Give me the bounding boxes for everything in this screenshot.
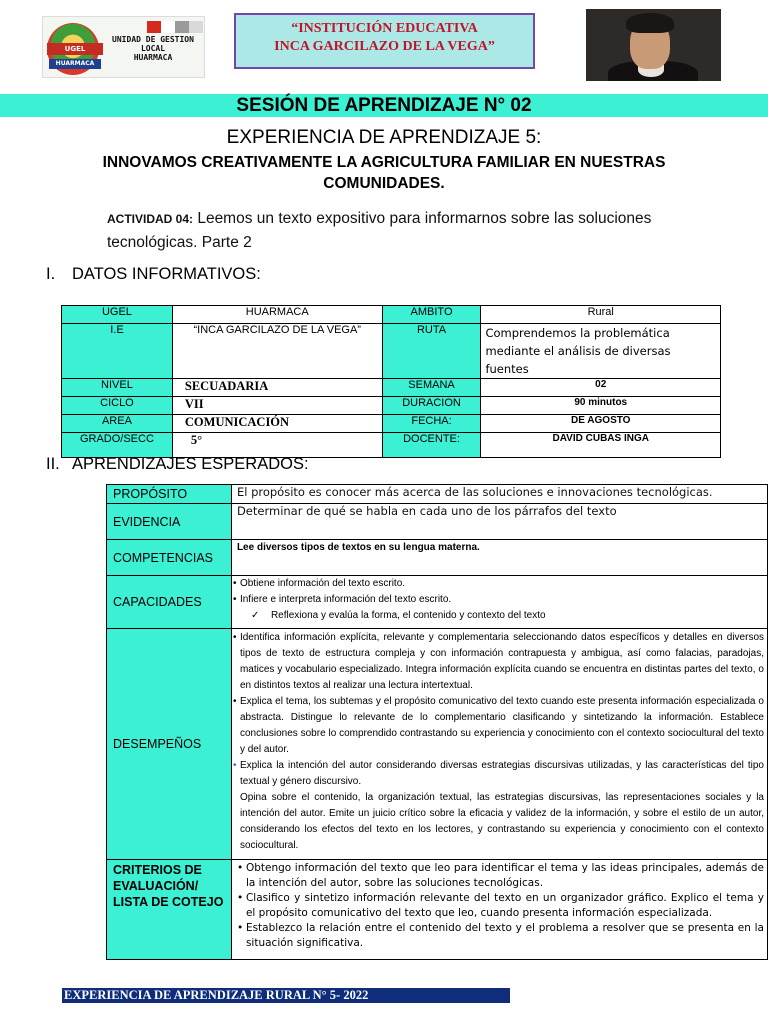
competencias-value: Lee diversos tipos de textos en su lengua materna. xyxy=(231,540,767,576)
ugel-seal-icon xyxy=(47,23,99,75)
evidencia-key: EVIDENCIA xyxy=(107,504,232,540)
activity-label: ACTIVIDAD 04: xyxy=(107,212,194,226)
section-2-title: APRENDIZAJES ESPERADOS: xyxy=(72,455,309,473)
criterio-text: Obtengo información del texto que leo para identificar el tema y las ideas principales, además de la intención del autor, sobre las soluciones tecnológicas. xyxy=(245,862,764,889)
ugel-key: UGEL xyxy=(62,306,173,324)
datos-table xyxy=(61,305,721,458)
ruta-key: RUTA xyxy=(382,324,481,379)
docente-value: DAVID CUBAS INGA xyxy=(481,433,721,458)
ciclo-key: CICLO xyxy=(62,397,173,415)
footer-banner: EXPERIENCIA DE APRENDIZAJE RURAL N° 5- 2022 xyxy=(62,988,510,1003)
list-item xyxy=(233,608,766,624)
table-row xyxy=(62,324,721,379)
list-item xyxy=(237,891,766,921)
docente-key: DOCENTE: xyxy=(382,433,481,458)
criterio-text: Clasifico y sintetizo información relevante del texto en un organizador gráfico. Explico el tema y el propósito comunicativo del texto que leo, cuando presenta información especializada. xyxy=(245,892,764,919)
portrait-image xyxy=(586,9,721,81)
desempenos-key: DESEMPEÑOS xyxy=(107,629,232,860)
aprendizajes-table xyxy=(106,484,768,960)
list-item xyxy=(233,758,766,790)
desempeno-text: Explica el tema, los subtemas y el propósito comunicativo del texto cuando este presenta información especializada o abstracta. Distingue lo relevante de lo complementario clasificando y sintetizando la información. Establece conclusiones sobre lo comprendido contrastando su experiencia y conocimiento con el contexto sociocultural del texto y del autor. xyxy=(239,696,764,755)
grado-value: 5° xyxy=(172,433,382,458)
section-1-title: DATOS INFORMATIVOS: xyxy=(72,265,261,283)
fecha-key: FECHA: xyxy=(382,415,481,433)
table-row xyxy=(107,540,768,576)
table-row xyxy=(62,415,721,433)
semana-value: 02 xyxy=(481,379,721,397)
checkmark-icon: ✓ xyxy=(250,610,260,621)
area-value: COMUNICACIÓN xyxy=(172,415,382,433)
seal-text-huarmaca: HUARMACA xyxy=(49,59,101,69)
section-1-heading xyxy=(46,264,261,284)
ambito-key: AMBITO xyxy=(382,306,481,324)
school-title-line1: “INSTITUCIÓN EDUCATIVA xyxy=(291,21,478,36)
list-item xyxy=(237,861,766,891)
nivel-key: NIVEL xyxy=(62,379,173,397)
competencias-key: COMPETENCIAS xyxy=(107,540,232,576)
table-row xyxy=(107,576,768,629)
table-row xyxy=(107,504,768,540)
table-row xyxy=(62,379,721,397)
activity-text xyxy=(107,207,667,254)
logo-text-line3: HUARMACA xyxy=(133,53,173,62)
ambito-value: Rural xyxy=(481,306,721,324)
logo-text xyxy=(103,35,203,62)
capacidades-key: CAPACIDADES xyxy=(107,576,232,629)
criterio-text: Establezco la relación entre el contenido del texto y el problema a resolver que se presenta en la situación significativa. xyxy=(245,922,764,949)
table-row xyxy=(62,306,721,324)
activity-description: Leemos un texto expositivo para informarnos sobre las soluciones tecnológicas. Parte 2 xyxy=(107,210,652,251)
table-row xyxy=(107,860,768,960)
section-2-number: II. xyxy=(46,455,60,473)
semana-key: SEMANA xyxy=(382,379,481,397)
duracion-value: 90 minutos xyxy=(481,397,721,415)
list-item xyxy=(233,694,766,758)
table-row xyxy=(107,629,768,860)
capacidad-text: Obtiene información del texto escrito. xyxy=(239,578,406,589)
ruta-value: Comprendemos la problemática mediante el análisis de diversas fuentes xyxy=(481,324,721,379)
ugel-value: HUARMACA xyxy=(172,306,382,324)
criterios-key: CRITERIOS DE EVALUACIÓN/ LISTA DE COTEJO xyxy=(107,860,232,960)
bullet-icon: • xyxy=(232,696,237,707)
capacidad-text: Infiere e interpreta información del texto escrito. xyxy=(239,594,452,605)
peru-flag-icon xyxy=(147,21,203,33)
capacidades-list xyxy=(231,576,767,629)
proposito-key: PROPÓSITO xyxy=(107,485,232,504)
area-key: AREA xyxy=(62,415,173,433)
school-title-line2: INCA GARCILAZO DE LA VEGA” xyxy=(274,39,495,54)
logo-text-line2: LOCAL xyxy=(140,44,166,53)
nivel-value: SECUADARIA xyxy=(172,379,382,397)
desempeno-extra: Opina sobre el contenido, la organización textual, las estrategias discursivas, las representaciones sociales y la intención del autor. Emite un juicio crítico sobre la eficacia y validez de la información, y sobre el estilo de un autor, considerando los efectos del texto en los lectores, y contrastando su experiencia y conocimiento con el contexto sociocultural. xyxy=(239,792,764,851)
seal-text-ugel: UGEL xyxy=(47,43,103,55)
ciclo-value: VII xyxy=(172,397,382,415)
criterios-list xyxy=(231,860,767,960)
bullet-icon: • xyxy=(232,760,237,771)
desempenos-list xyxy=(231,629,767,860)
bullet-icon: • xyxy=(236,862,244,874)
school-title-box xyxy=(234,13,535,69)
ugel-logo xyxy=(42,16,205,78)
desempeno-text: Identifica información explícita, relevante y complementaria seleccionando datos específicos y detalles en diversos tipos de texto de estructura compleja y con información contrapuesta y ambigua, así como falacias, paradojas, matices y vocabulario especializado. Integra información explícita cuando se encuentra en distintas partes del texto, o en distintos textos al realizar una lectura intertextual. xyxy=(239,632,764,691)
ie-value: “INCA GARCILAZO DE LA VEGA” xyxy=(172,324,382,379)
list-item xyxy=(237,921,766,951)
evidencia-value: Determinar de qué se habla en cada uno de los párrafos del texto xyxy=(231,504,767,540)
desempeno-text: Explica la intención del autor considerando diversas estrategias discursivas utilizadas, y las características del tipo textual y género discursivo. xyxy=(239,760,764,787)
ie-key: I.E xyxy=(62,324,173,379)
bullet-icon: • xyxy=(232,594,237,605)
table-row xyxy=(62,397,721,415)
section-2-heading xyxy=(46,454,309,474)
experience-title: EXPERIENCIA DE APRENDIZAJE 5: xyxy=(226,127,542,148)
experience-subtitle: INNOVAMOS CREATIVAMENTE LA AGRICULTURA FAMILIAR EN NUESTRAS COMUNIDADES. xyxy=(102,154,666,192)
fecha-value: DE AGOSTO xyxy=(481,415,721,433)
capacidad-text: Reflexiona y evalúa la forma, el contenido y contexto del texto xyxy=(270,610,546,621)
list-item xyxy=(233,592,766,608)
bullet-icon: • xyxy=(232,632,237,643)
bullet-icon: • xyxy=(236,892,244,904)
session-title: SESIÓN DE APRENDIZAJE N° 02 xyxy=(0,94,768,117)
list-item xyxy=(233,576,766,592)
logo-text-line1: UNIDAD DE GESTION xyxy=(112,35,194,44)
proposito-value: El propósito es conocer más acerca de las soluciones e innovaciones tecnológicas. xyxy=(231,485,767,504)
section-1-number: I. xyxy=(46,265,56,283)
bullet-icon: • xyxy=(236,922,244,934)
list-item xyxy=(233,630,766,694)
table-row xyxy=(107,485,768,504)
grado-key: GRADO/SECC xyxy=(62,433,173,458)
bullet-icon: • xyxy=(232,578,237,589)
duracion-key: DURACION xyxy=(382,397,481,415)
